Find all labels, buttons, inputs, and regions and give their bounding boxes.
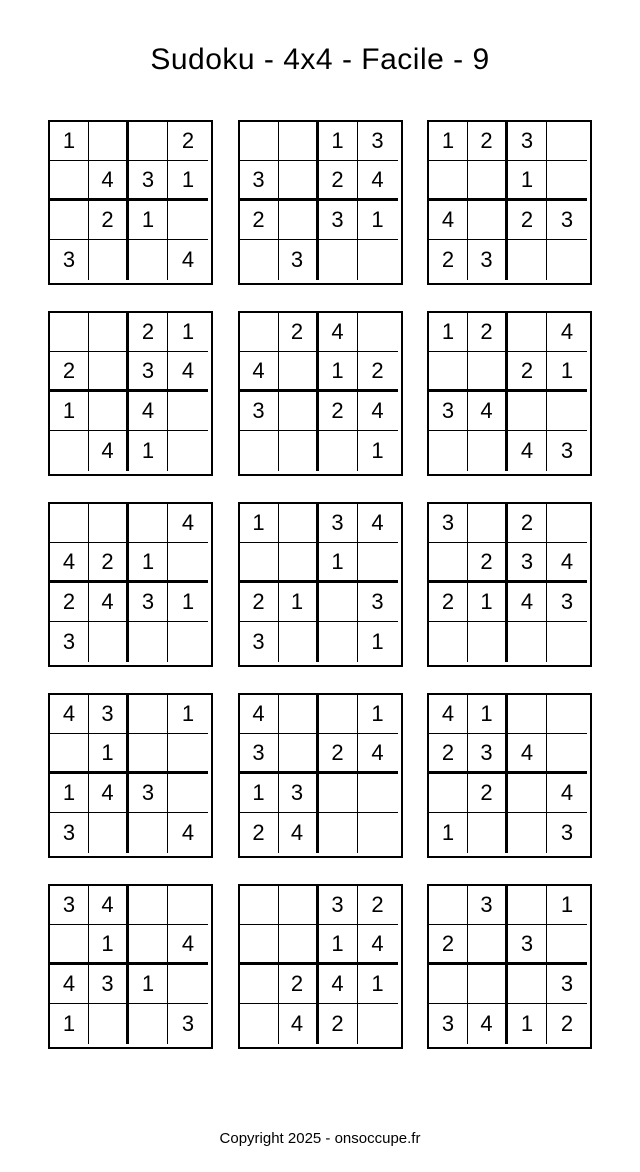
sudoku-cell: 4	[429, 201, 468, 240]
sudoku-cell	[89, 352, 129, 392]
sudoku-cell: 1	[358, 965, 398, 1004]
sudoku-cell: 2	[508, 352, 547, 392]
sudoku-cell: 3	[50, 886, 89, 925]
sudoku-cell: 4	[508, 583, 547, 622]
sudoku-cell: 2	[279, 313, 319, 352]
sudoku-cell	[279, 734, 319, 774]
sudoku-cell	[279, 161, 319, 201]
sudoku-cell: 2	[429, 734, 468, 774]
sudoku-grid-2	[238, 120, 403, 285]
sudoku-grid-3	[427, 120, 592, 285]
sudoku-cell	[240, 240, 279, 280]
sudoku-cell: 1	[50, 774, 89, 813]
sudoku-cell	[240, 1004, 279, 1044]
sudoku-cell: 2	[50, 352, 89, 392]
sudoku-cell: 4	[508, 431, 547, 471]
sudoku-cell: 4	[547, 543, 587, 583]
sudoku-cell: 1	[168, 583, 208, 622]
sudoku-cell: 3	[129, 583, 168, 622]
sudoku-cell	[89, 240, 129, 280]
sudoku-cell: 3	[547, 201, 587, 240]
sudoku-cell: 1	[429, 813, 468, 853]
sudoku-cell: 1	[371, 629, 384, 654]
sudoku-cell	[547, 122, 587, 161]
sudoku-cell	[240, 925, 279, 965]
sudoku-cell	[168, 201, 208, 240]
sudoku-cell	[319, 431, 358, 471]
sudoku-cell: 1	[429, 122, 468, 161]
sudoku-cell: 1	[429, 313, 468, 352]
sudoku-cell: 4	[547, 774, 587, 813]
sudoku-cell: 4	[358, 392, 398, 431]
sudoku-cell: 4	[468, 392, 508, 431]
sudoku-cell: 4	[429, 695, 468, 734]
sudoku-cell: 4	[89, 583, 129, 622]
sudoku-cell: 3	[429, 504, 468, 543]
sudoku-cell: 3	[50, 622, 89, 662]
sudoku-cell: 2	[429, 583, 468, 622]
sudoku-cell: 4	[319, 313, 358, 352]
sudoku-cell: 2	[468, 543, 508, 583]
sudoku-cell: 1	[50, 1004, 89, 1044]
sudoku-cell	[468, 352, 508, 392]
sudoku-cell: 3	[89, 695, 129, 734]
sudoku-cell	[279, 925, 319, 965]
sudoku-cell: 1	[468, 695, 508, 734]
sudoku-cell	[547, 392, 587, 431]
sudoku-cell	[50, 161, 89, 201]
sudoku-cell: 3	[358, 122, 398, 161]
sudoku-cell	[240, 313, 279, 352]
sudoku-cell	[279, 352, 319, 392]
sudoku-cell	[129, 695, 168, 734]
sudoku-cell	[89, 813, 129, 853]
sudoku-cell	[279, 695, 319, 734]
sudoku-cell	[508, 240, 547, 280]
sudoku-cell: 2	[319, 734, 358, 774]
sudoku-cell	[429, 161, 468, 201]
sudoku-cell	[129, 240, 168, 280]
sudoku-cell	[168, 886, 208, 925]
puzzles-grid	[48, 120, 592, 1049]
sudoku-cell: 3	[468, 886, 508, 925]
sudoku-cell: 1	[358, 201, 398, 240]
sudoku-cell: 3	[468, 734, 508, 774]
sudoku-cell: 1	[547, 886, 587, 925]
sudoku-cell: 1	[129, 431, 168, 471]
sudoku-cell	[279, 886, 319, 925]
sudoku-cell	[468, 201, 508, 240]
sudoku-cell: 2	[279, 965, 319, 1004]
sudoku-cell	[129, 925, 168, 965]
sudoku-grid-11	[238, 693, 403, 858]
sudoku-cell: 3	[240, 161, 279, 201]
sudoku-cell: 4	[240, 695, 279, 734]
sudoku-cell	[547, 504, 587, 543]
sudoku-cell	[279, 122, 319, 161]
sudoku-cell	[429, 431, 468, 471]
sudoku-cell: 3	[429, 1004, 468, 1044]
sudoku-grid-14	[238, 884, 403, 1049]
sudoku-cell: 3	[429, 392, 468, 431]
sudoku-cell: 3	[560, 438, 574, 463]
sudoku-cell: 2	[358, 886, 398, 925]
sudoku-cell	[468, 622, 508, 662]
sudoku-cell	[240, 965, 279, 1004]
sudoku-cell: 1	[319, 925, 358, 965]
sudoku-cell	[279, 392, 319, 431]
sudoku-cell	[168, 431, 208, 471]
sudoku-cell	[547, 925, 587, 965]
sudoku-cell: 4	[468, 1004, 508, 1044]
sudoku-cell	[89, 622, 129, 662]
sudoku-cell: 3	[508, 122, 547, 161]
sudoku-cell	[508, 886, 547, 925]
sudoku-cell	[547, 695, 587, 734]
sudoku-cell	[129, 622, 168, 662]
sudoku-cell: 3	[240, 622, 279, 662]
sudoku-cell	[429, 886, 468, 925]
page-title: Sudoku - 4x4 - Facile - 9	[150, 43, 490, 76]
sudoku-cell: 4	[240, 352, 279, 392]
sudoku-cell: 2	[240, 201, 279, 240]
sudoku-cell: 3	[508, 925, 547, 965]
sudoku-cell	[129, 813, 168, 853]
sudoku-cell	[240, 886, 279, 925]
sudoku-cell: 2	[468, 774, 508, 813]
sudoku-cell: 2	[560, 1011, 574, 1036]
sudoku-cell: 3	[508, 543, 547, 583]
sudoku-cell: 2	[50, 583, 89, 622]
sudoku-cell	[129, 886, 168, 925]
sudoku-cell	[240, 122, 279, 161]
sudoku-cell: 1	[89, 925, 129, 965]
sudoku-cell	[547, 240, 587, 280]
sudoku-cell: 1	[279, 583, 319, 622]
sudoku-cell: 2	[429, 240, 468, 280]
sudoku-cell: 2	[319, 392, 358, 431]
sudoku-cell: 1	[168, 695, 208, 734]
sudoku-cell	[279, 622, 319, 662]
sudoku-cell: 2	[508, 504, 547, 543]
sudoku-cell	[319, 622, 358, 662]
sudoku-cell: 4	[358, 925, 398, 965]
sudoku-cell: 1	[508, 1004, 547, 1044]
sudoku-grid-7	[48, 502, 213, 667]
sudoku-grid-10	[48, 693, 213, 858]
sudoku-cell	[89, 392, 129, 431]
sudoku-cell: 2	[468, 313, 508, 352]
sudoku-cell: 4	[358, 161, 398, 201]
sudoku-cell	[129, 122, 168, 161]
sudoku-cell	[50, 734, 89, 774]
sudoku-cell: 4	[89, 161, 129, 201]
sudoku-cell	[129, 1004, 168, 1044]
sudoku-cell: 3	[89, 965, 129, 1004]
sudoku-cell: 3	[358, 583, 398, 622]
sudoku-cell	[279, 543, 319, 583]
sudoku-cell: 2	[129, 313, 168, 352]
sudoku-cell: 1	[240, 774, 279, 813]
sudoku-grid-13	[48, 884, 213, 1049]
sudoku-cell: 3	[129, 774, 168, 813]
sudoku-cell: 2	[319, 161, 358, 201]
sudoku-cell	[508, 774, 547, 813]
sudoku-cell: 1	[508, 161, 547, 201]
sudoku-cell: 3	[240, 734, 279, 774]
sudoku-cell: 1	[50, 392, 89, 431]
sudoku-cell: 4	[279, 1004, 319, 1044]
sudoku-cell: 3	[50, 813, 89, 853]
sudoku-cell	[429, 622, 468, 662]
sudoku-cell	[168, 392, 208, 431]
sudoku-cell: 3	[129, 161, 168, 201]
sudoku-grid-5	[238, 311, 403, 476]
sudoku-cell: 4	[50, 695, 89, 734]
sudoku-cell	[508, 313, 547, 352]
sudoku-cell	[358, 813, 398, 853]
sudoku-grid-15	[427, 884, 592, 1049]
sudoku-cell	[319, 813, 358, 853]
sudoku-cell: 4	[547, 313, 587, 352]
sudoku-cell: 3	[547, 965, 587, 1004]
sudoku-cell: 4	[129, 392, 168, 431]
sudoku-cell: 3	[279, 240, 319, 280]
sudoku-cell	[168, 622, 208, 662]
sudoku-cell	[89, 313, 129, 352]
sudoku-cell	[358, 240, 398, 280]
sudoku-cell	[358, 543, 398, 583]
sudoku-cell: 4	[168, 352, 208, 392]
sudoku-cell	[429, 774, 468, 813]
sudoku-cell: 3	[560, 820, 574, 845]
sudoku-cell	[279, 201, 319, 240]
sudoku-cell	[50, 313, 89, 352]
sudoku-cell	[508, 965, 547, 1004]
sudoku-cell: 1	[319, 122, 358, 161]
copyright-footer: Copyright 2025 - onsoccupe.fr	[219, 1130, 421, 1147]
sudoku-cell: 3	[181, 1011, 195, 1036]
sudoku-cell: 1	[240, 504, 279, 543]
sudoku-cell: 1	[129, 543, 168, 583]
sudoku-cell: 4	[181, 247, 195, 272]
sudoku-cell	[429, 965, 468, 1004]
sudoku-cell	[50, 201, 89, 240]
sudoku-cell	[468, 431, 508, 471]
sudoku-cell: 3	[129, 352, 168, 392]
sudoku-cell	[358, 1004, 398, 1044]
sudoku-cell	[279, 504, 319, 543]
sudoku-cell	[547, 734, 587, 774]
sudoku-cell: 1	[371, 438, 384, 463]
sudoku-cell	[508, 392, 547, 431]
sudoku-cell: 2	[319, 1004, 358, 1044]
sudoku-cell	[468, 161, 508, 201]
sudoku-cell	[89, 504, 129, 543]
sudoku-grid-4	[48, 311, 213, 476]
sudoku-cell	[319, 695, 358, 734]
sudoku-cell	[89, 122, 129, 161]
sudoku-cell	[319, 774, 358, 813]
sudoku-cell: 3	[279, 774, 319, 813]
sudoku-cell: 3	[547, 583, 587, 622]
sudoku-cell	[240, 431, 279, 471]
sudoku-cell: 2	[168, 122, 208, 161]
sudoku-cell: 2	[468, 122, 508, 161]
sudoku-cell	[168, 734, 208, 774]
sudoku-cell: 4	[319, 965, 358, 1004]
sudoku-grid-6	[427, 311, 592, 476]
sudoku-cell: 2	[508, 201, 547, 240]
sudoku-grid-1	[48, 120, 213, 285]
sudoku-cell: 4	[168, 925, 208, 965]
sudoku-cell: 4	[358, 734, 398, 774]
sudoku-cell: 4	[508, 734, 547, 774]
sudoku-cell	[50, 504, 89, 543]
sudoku-cell: 1	[358, 695, 398, 734]
sudoku-cell	[168, 965, 208, 1004]
sudoku-cell: 4	[358, 504, 398, 543]
sudoku-cell	[50, 925, 89, 965]
sudoku-cell: 1	[168, 161, 208, 201]
sudoku-grid-9	[427, 502, 592, 667]
sudoku-cell	[429, 543, 468, 583]
sudoku-cell	[129, 734, 168, 774]
sudoku-cell: 4	[89, 886, 129, 925]
sudoku-cell	[468, 965, 508, 1004]
sudoku-cell	[358, 774, 398, 813]
sudoku-cell: 3	[468, 240, 508, 280]
sudoku-cell	[129, 504, 168, 543]
sudoku-cell	[168, 774, 208, 813]
sudoku-cell: 4	[279, 813, 319, 853]
sudoku-cell: 1	[89, 734, 129, 774]
sudoku-cell: 4	[50, 965, 89, 1004]
sudoku-cell: 2	[89, 543, 129, 583]
sudoku-cell: 4	[50, 543, 89, 583]
sudoku-cell: 3	[319, 504, 358, 543]
sudoku-cell	[468, 504, 508, 543]
sudoku-cell	[50, 431, 89, 471]
sudoku-cell	[508, 813, 547, 853]
sudoku-cell	[358, 313, 398, 352]
sudoku-cell: 1	[129, 201, 168, 240]
sudoku-cell: 1	[319, 352, 358, 392]
sudoku-cell: 3	[319, 201, 358, 240]
sudoku-cell	[468, 925, 508, 965]
sudoku-cell: 1	[129, 965, 168, 1004]
sudoku-cell	[508, 695, 547, 734]
sudoku-cell: 3	[240, 392, 279, 431]
sudoku-cell	[279, 431, 319, 471]
sudoku-cell	[547, 161, 587, 201]
sudoku-cell: 2	[240, 583, 279, 622]
sudoku-cell	[240, 543, 279, 583]
sudoku-cell: 1	[168, 313, 208, 352]
sudoku-cell: 2	[429, 925, 468, 965]
sudoku-cell: 4	[89, 431, 129, 471]
sudoku-cell	[89, 1004, 129, 1044]
sudoku-cell	[168, 543, 208, 583]
sudoku-cell: 3	[319, 886, 358, 925]
sudoku-grid-12	[427, 693, 592, 858]
sudoku-cell: 1	[547, 352, 587, 392]
sudoku-cell: 4	[168, 504, 208, 543]
sudoku-cell	[429, 352, 468, 392]
sudoku-cell	[508, 622, 547, 662]
sudoku-cell: 4	[89, 774, 129, 813]
sudoku-cell: 2	[358, 352, 398, 392]
sudoku-cell	[319, 583, 358, 622]
sudoku-grid-8	[238, 502, 403, 667]
sudoku-cell: 1	[468, 583, 508, 622]
sudoku-cell: 3	[50, 240, 89, 280]
sudoku-cell	[319, 240, 358, 280]
sudoku-cell: 2	[240, 813, 279, 853]
sudoku-cell	[468, 813, 508, 853]
sudoku-cell: 2	[89, 201, 129, 240]
sudoku-cell: 4	[181, 820, 195, 845]
sudoku-cell: 1	[319, 543, 358, 583]
sudoku-cell: 1	[50, 122, 89, 161]
sudoku-cell	[547, 622, 587, 662]
